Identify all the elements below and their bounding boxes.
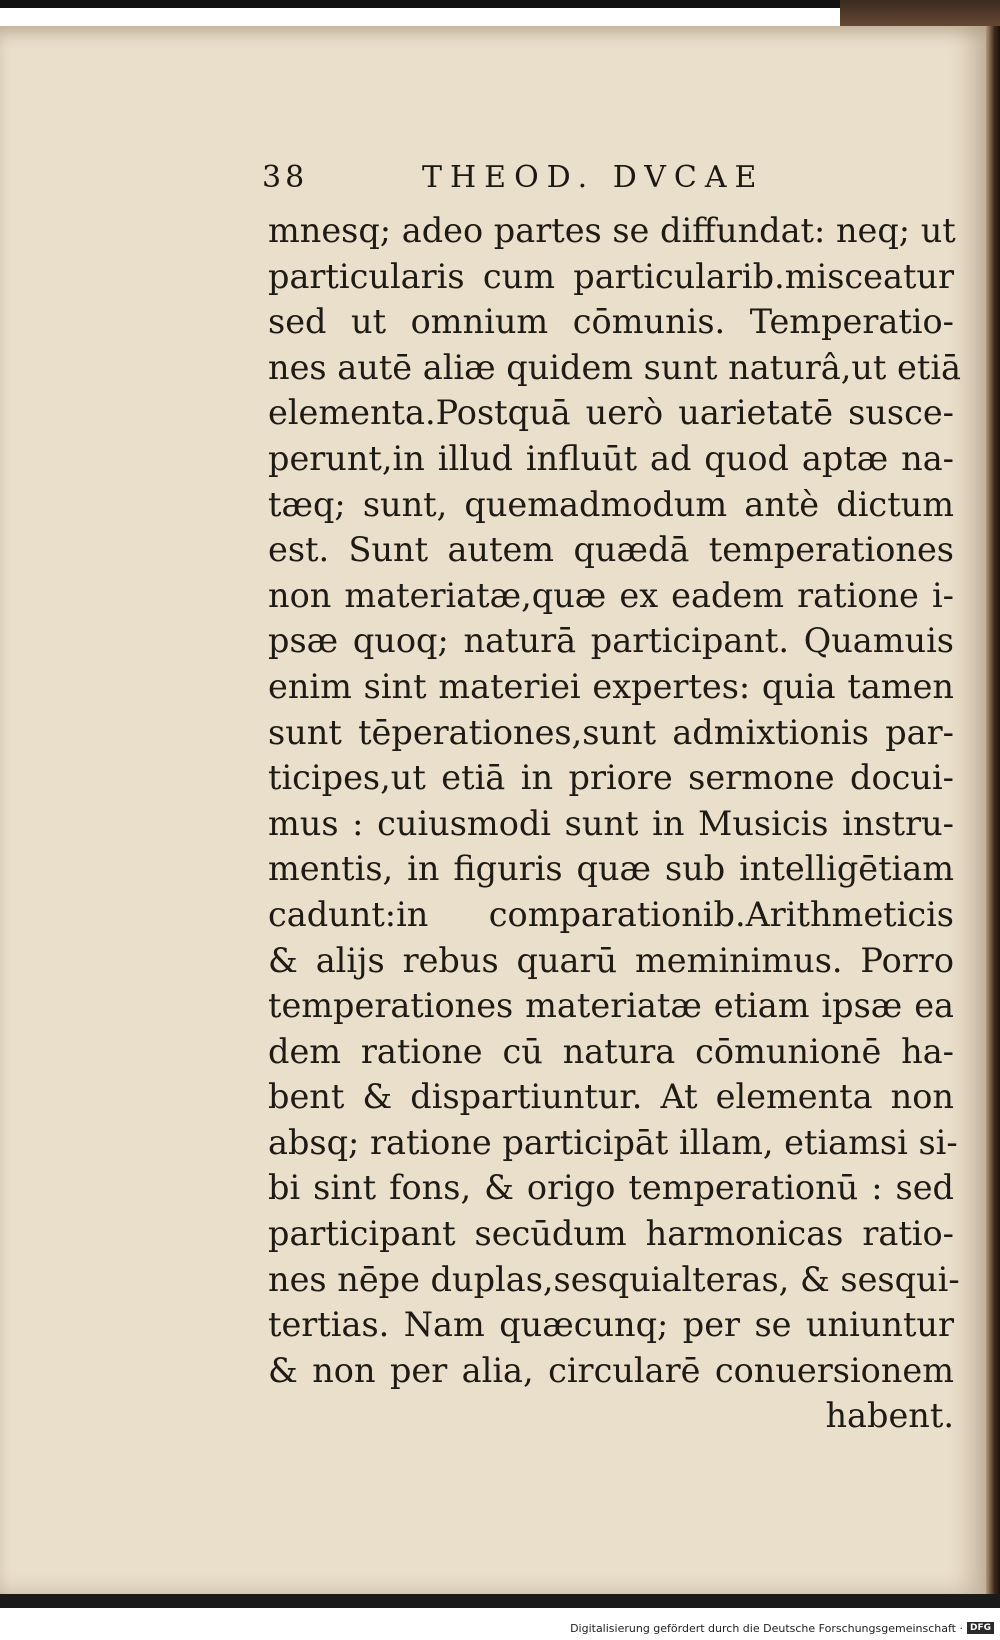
page-body-text	[268, 208, 962, 1439]
text-line: & alijs rebus quarū meminimus. Porro	[268, 940, 954, 980]
text-line: est. Sunt autem quædā temperationes	[268, 530, 954, 570]
text-line: participant secūdum harmonicas ratio-	[268, 1214, 954, 1254]
book-cover-edge	[840, 0, 1000, 28]
digitization-footer	[570, 1618, 994, 1638]
text-line: mentis, in figuris quæ sub intelligētiam	[268, 849, 954, 889]
text-line: tæq; sunt, quemadmodum antè dictum	[268, 484, 954, 524]
text-line: psæ quoq; naturā participant. Quamuis	[268, 621, 954, 661]
text-line: & non per alia, circularē conuersionem	[268, 1350, 954, 1390]
text-line: habent.	[825, 1396, 954, 1436]
text-line: cadunt:in comparationib.Arithmeticis	[268, 894, 954, 934]
dfg-logo: DFG	[967, 1622, 994, 1634]
text-line: absq; ratione participāt illam, etiamsi si-	[268, 1122, 958, 1162]
text-line: perunt,in illud influūt ad quod aptæ na-	[268, 438, 954, 478]
text-line: bent & dispartiuntur. At elementa non	[268, 1077, 954, 1117]
text-line: elementa.Postquā uerò uarietatē susce-	[268, 393, 954, 433]
page-number: 38	[262, 160, 309, 195]
text-line: nes nēpe duplas,sesquialteras, & sesqui-	[268, 1259, 960, 1299]
text-line: tertias. Nam quæcunq; per se uniuntur	[268, 1305, 954, 1345]
text-line: non materiatæ,quæ ex eadem ratione i-	[268, 575, 954, 615]
text-line: temperationes materiatæ etiam ipsæ ea	[268, 986, 954, 1026]
text-line: nes autē aliæ quidem sunt naturâ,ut etiā	[268, 347, 962, 387]
scan-bottom-border	[0, 1594, 1000, 1608]
text-line: sed ut omnium cōmunis. Temperatio-	[268, 302, 954, 342]
text-line: bi sint fons, & origo temperationū : sed	[268, 1168, 954, 1208]
text-line: sunt tēperationes,sunt admixtionis par-	[268, 712, 954, 752]
text-line: mnesq; adeo partes se diffundat: neq; ut	[268, 211, 956, 250]
text-line: ticipes,ut etiā in priore sermone docui-	[268, 758, 954, 798]
page-spine-edge	[986, 26, 1000, 1594]
text-line: particularis cum particularib.misceatur	[268, 256, 954, 296]
text-line: dem ratione cū natura cōmunionē ha-	[268, 1031, 954, 1071]
text-line: enim sint materiei expertes: quia tamen	[268, 666, 954, 706]
running-head: THEOD. DVCAE	[422, 160, 765, 195]
funding-credit: Digitalisierung gefördert durch die Deutsche Forschungsgemeinschaft ·	[570, 1621, 963, 1635]
page-header	[262, 160, 802, 200]
text-line: mus : cuiusmodi sunt in Musicis instru-	[268, 803, 954, 843]
